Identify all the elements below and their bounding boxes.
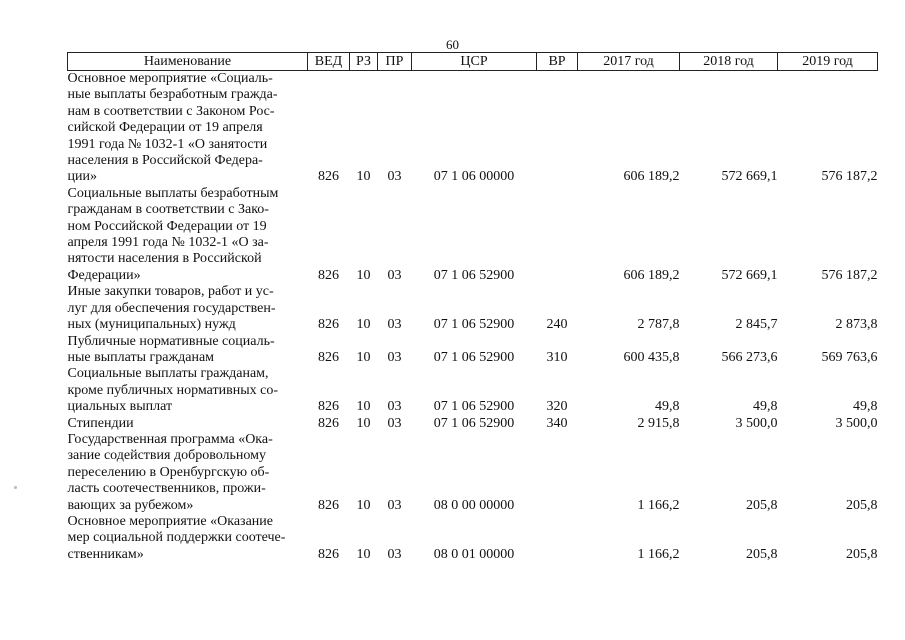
row-2019-cell: 205,8 bbox=[846, 546, 878, 562]
col-header-vr: ВР bbox=[537, 53, 578, 71]
row-name-line: вающих за рубежом» bbox=[67, 497, 194, 513]
row-name-line: Основное мероприятие «Оказание bbox=[67, 513, 273, 529]
row-name-line: нятости населения в Российской bbox=[67, 251, 262, 267]
row-name-line: Иные закупки товаров, работ и ус- bbox=[67, 284, 274, 300]
row-name-line: мер социальной поддержки соотече- bbox=[67, 530, 286, 546]
row-name-line: ные выплаты гражданам bbox=[67, 349, 215, 365]
row-name-line: зание содействия добровольному bbox=[67, 448, 266, 464]
row-ved-cell: 826 bbox=[318, 169, 339, 185]
row-name-line: Государственная программа «Ока- bbox=[67, 431, 273, 447]
table-row bbox=[68, 514, 878, 563]
table-row bbox=[68, 366, 878, 415]
row-name-line: ции» bbox=[67, 169, 97, 185]
row-pr-cell: 03 bbox=[387, 546, 402, 562]
row-2017-cell: 2 915,8 bbox=[637, 415, 680, 431]
table-row bbox=[68, 186, 878, 284]
row-name-cell bbox=[68, 71, 308, 186]
row-rz-cell: 10 bbox=[356, 317, 371, 333]
row-2018-cell: 205,8 bbox=[746, 497, 778, 513]
row-pr-cell: 03 bbox=[387, 169, 402, 185]
row-2017-cell: 606 189,2 bbox=[623, 267, 680, 283]
row-2017-cell: 49,8 bbox=[655, 399, 680, 415]
row-name-line: луг для обеспечения государствен- bbox=[67, 300, 276, 316]
row-name-line: нам в соответствии с Законом Рос- bbox=[67, 103, 275, 119]
table-row bbox=[68, 432, 878, 514]
row-ved-cell: 826 bbox=[318, 546, 339, 562]
row-vr-cell bbox=[537, 432, 578, 514]
row-rz-cell: 10 bbox=[356, 399, 371, 415]
row-name-cell bbox=[68, 186, 308, 284]
row-pr-cell: 03 bbox=[387, 399, 402, 415]
col-header-ved: ВЕД bbox=[308, 53, 350, 71]
row-rz-cell: 10 bbox=[356, 349, 371, 365]
col-header-2017: 2017 год bbox=[578, 53, 680, 71]
row-name-line: ных (муниципальных) нужд bbox=[67, 317, 236, 333]
row-2018-cell: 3 500,0 bbox=[735, 415, 778, 431]
row-name-line: сийской Федерации от 19 апреля bbox=[67, 120, 263, 136]
row-ved-cell: 826 bbox=[318, 415, 339, 431]
table-row bbox=[68, 71, 878, 186]
row-name-cell bbox=[68, 432, 308, 514]
row-2018-cell: 49,8 bbox=[753, 399, 778, 415]
row-ved-cell: 826 bbox=[318, 399, 339, 415]
row-name-line: апреля 1991 года № 1032-1 «О за- bbox=[67, 235, 269, 251]
row-name-line: Стипендии bbox=[67, 415, 134, 431]
table-header-row bbox=[68, 53, 878, 71]
row-csr-cell: 07 1 06 52900 bbox=[433, 349, 515, 365]
row-name-line: Социальные выплаты безработным bbox=[67, 185, 279, 201]
row-vr-cell bbox=[537, 514, 578, 563]
row-2019-cell: 3 500,0 bbox=[835, 415, 878, 431]
row-vr-cell: 310 bbox=[546, 349, 568, 365]
row-name-line: ласть соотечественников, прожи- bbox=[67, 481, 266, 497]
row-csr-cell: 08 0 00 00000 bbox=[433, 497, 515, 513]
row-pr-cell: 03 bbox=[387, 267, 402, 283]
row-name-cell bbox=[68, 334, 308, 367]
row-2018-cell: 572 669,1 bbox=[721, 169, 778, 185]
scan-speck bbox=[14, 486, 17, 489]
row-csr-cell: 07 1 06 52900 bbox=[433, 399, 515, 415]
col-header-name: Наименование bbox=[68, 53, 308, 71]
row-csr-cell: 07 1 06 52900 bbox=[433, 317, 515, 333]
table-body bbox=[68, 71, 878, 564]
col-header-pr: ПР bbox=[378, 53, 412, 71]
col-header-2018: 2018 год bbox=[680, 53, 778, 71]
row-ved-cell: 826 bbox=[318, 497, 339, 513]
row-2017-cell: 600 435,8 bbox=[623, 349, 680, 365]
row-ved-cell: 826 bbox=[318, 317, 339, 333]
row-name-line: ном Российской Федерации от 19 bbox=[67, 218, 267, 234]
row-2017-cell: 1 166,2 bbox=[637, 546, 680, 562]
row-vr-cell: 320 bbox=[546, 399, 568, 415]
col-header-2019: 2019 год bbox=[778, 53, 878, 71]
row-2018-cell: 572 669,1 bbox=[721, 267, 778, 283]
row-2019-cell: 576 187,2 bbox=[821, 169, 878, 185]
row-ved-cell: 826 bbox=[318, 349, 339, 365]
row-vr-cell: 340 bbox=[546, 415, 568, 431]
row-2019-cell: 569 763,6 bbox=[821, 349, 878, 365]
row-name-line: Социальные выплаты гражданам, bbox=[67, 366, 269, 382]
row-2019-cell: 205,8 bbox=[846, 497, 878, 513]
row-pr-cell: 03 bbox=[387, 415, 402, 431]
page-number: 60 bbox=[446, 37, 459, 52]
row-name-line: 1991 года № 1032-1 «О занятости bbox=[67, 136, 268, 152]
row-name-line: кроме публичных нормативных со- bbox=[67, 382, 278, 398]
row-2018-cell: 2 845,7 bbox=[735, 317, 778, 333]
row-name-line: ные выплаты безработным гражда- bbox=[67, 87, 278, 103]
row-csr-cell: 07 1 06 00000 bbox=[433, 169, 515, 185]
row-pr-cell: 03 bbox=[387, 497, 402, 513]
row-name-cell bbox=[68, 514, 308, 563]
row-rz-cell: 10 bbox=[356, 267, 371, 283]
row-2017-cell: 2 787,8 bbox=[637, 317, 680, 333]
table-row bbox=[68, 416, 878, 432]
col-header-rz: РЗ bbox=[350, 53, 378, 71]
table-row bbox=[68, 284, 878, 333]
row-rz-cell: 10 bbox=[356, 546, 371, 562]
col-header-csr: ЦСР bbox=[412, 53, 537, 71]
row-name-line: населения в Российской Федера- bbox=[67, 153, 263, 169]
row-vr-cell bbox=[537, 71, 578, 186]
row-name-line: переселению в Оренбургскую об- bbox=[67, 464, 270, 480]
row-2019-cell: 49,8 bbox=[853, 399, 878, 415]
row-name-cell bbox=[68, 366, 308, 415]
row-2017-cell: 1 166,2 bbox=[637, 497, 680, 513]
row-pr-cell: 03 bbox=[387, 317, 402, 333]
row-rz-cell: 10 bbox=[356, 169, 371, 185]
budget-table bbox=[67, 52, 878, 563]
row-name-line: ственникам» bbox=[67, 546, 144, 562]
row-rz-cell: 10 bbox=[356, 497, 371, 513]
row-name-line: гражданам в соответствии с Зако- bbox=[67, 202, 269, 218]
row-name-line: Основное мероприятие «Социаль- bbox=[67, 71, 273, 86]
row-name-cell bbox=[68, 416, 308, 432]
row-name-line: циальных выплат bbox=[67, 399, 173, 415]
row-2017-cell: 606 189,2 bbox=[623, 169, 680, 185]
row-2019-cell: 2 873,8 bbox=[835, 317, 878, 333]
row-2018-cell: 205,8 bbox=[746, 546, 778, 562]
row-ved-cell: 826 bbox=[318, 267, 339, 283]
row-csr-cell: 07 1 06 52900 bbox=[433, 415, 515, 431]
row-2018-cell: 566 273,6 bbox=[721, 349, 778, 365]
row-2019-cell: 576 187,2 bbox=[821, 267, 878, 283]
row-name-line: Федерации» bbox=[67, 267, 141, 283]
budget-table-container bbox=[67, 52, 877, 563]
row-vr-cell: 240 bbox=[546, 317, 568, 333]
row-name-cell bbox=[68, 284, 308, 333]
row-rz-cell: 10 bbox=[356, 415, 371, 431]
row-name-line: Публичные нормативные социаль- bbox=[67, 333, 275, 349]
row-pr-cell: 03 bbox=[387, 349, 402, 365]
table-row bbox=[68, 334, 878, 367]
row-vr-cell bbox=[537, 186, 578, 284]
row-csr-cell: 07 1 06 52900 bbox=[433, 267, 515, 283]
row-csr-cell: 08 0 01 00000 bbox=[433, 546, 515, 562]
